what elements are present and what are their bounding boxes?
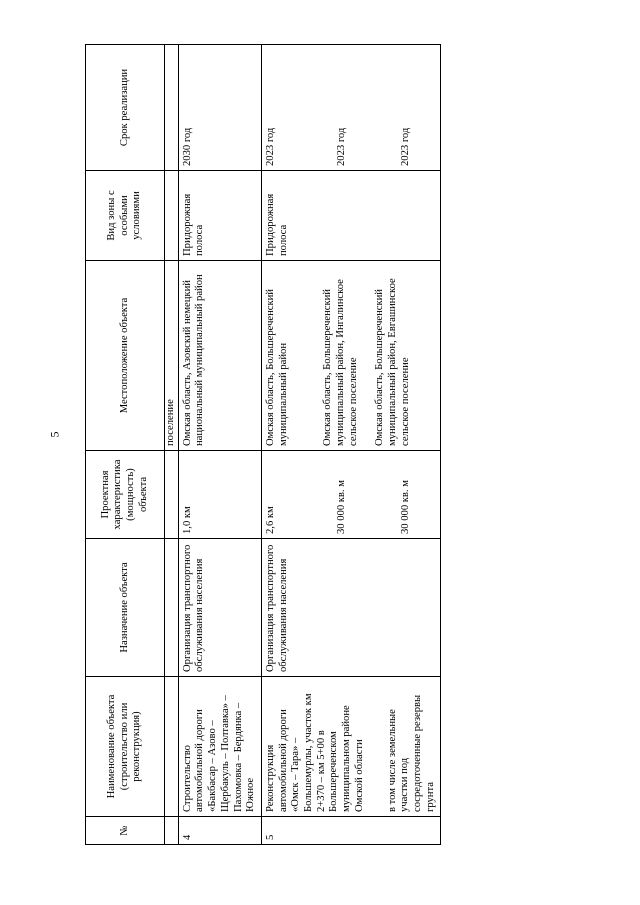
- header-capacity: Проектная характеристика (мощность) объекта: [86, 451, 165, 539]
- continuation-location: поселение: [165, 261, 179, 451]
- rotated-table-container: [85, 45, 515, 845]
- table-row: [261, 45, 440, 845]
- row-zone: Придорожная полоса: [261, 171, 440, 261]
- header-zone: Вид зоны с особыми условиями: [86, 171, 165, 261]
- row-term: 2023 год: [264, 127, 276, 166]
- row-sub-location-2: Омская область, Большереченский муниципальный район, Евгашинское сельское поселение: [374, 278, 411, 446]
- row-location: Омская область, Большереченский муниципальный район: [264, 289, 289, 446]
- header-name: Наименование объекта (строительство или реконструкция): [86, 677, 165, 817]
- header-term: Срок реализации: [86, 45, 165, 171]
- row-name: Реконструкция автомобильной дороги «Омск – Тара» – Большемурлы, участок км 2+370 – км 5+00 в Большереченском муниципальном районе Омской области: [264, 693, 365, 812]
- page-number: 5: [47, 431, 62, 438]
- row-capacity: 1,0 км: [178, 451, 261, 539]
- row-sub-term-1: 2023 год: [335, 127, 347, 166]
- row-zone: Придорожная полоса: [178, 171, 261, 261]
- row-number: 5: [261, 817, 440, 845]
- row-location: Омская область, Азовский немецкий национальный муниципальный район: [178, 261, 261, 451]
- row-sub-location-1: Омская область, Большереченский муниципальный район, Ингалинское сельское поселение: [322, 279, 359, 446]
- objects-table: [85, 44, 441, 845]
- table-header-row: [86, 45, 165, 845]
- row-purpose: Организация транспортного обслуживания населения: [178, 539, 261, 677]
- row-name: Строительство автомобильной дороги «Бакбасар – Азово – Щербакуль – Полтавка» – Пахомовка – Бердянка – Южное: [178, 677, 261, 817]
- row-number: 4: [178, 817, 261, 845]
- row-sub-name: в том числе земельные участки под сосредоточенные резервы грунта: [386, 694, 436, 812]
- header-number: №: [86, 817, 165, 845]
- row-name-cell: [261, 677, 440, 817]
- row-purpose: Организация транспортного обслуживания населения: [261, 539, 440, 677]
- row-sub-term-2: 2023 год: [400, 127, 412, 166]
- row-term: 2030 год: [178, 45, 261, 171]
- row-location-cell: [261, 261, 440, 451]
- header-location: Местоположение объекта: [86, 261, 165, 451]
- row-sub-capacity-2: 30 000 кв. м: [400, 480, 412, 534]
- header-purpose: Назначение объекта: [86, 539, 165, 677]
- continuation-row: [165, 45, 179, 845]
- row-capacity: 2,6 км: [264, 506, 276, 534]
- table-row: [178, 45, 261, 845]
- row-sub-capacity-1: 30 000 кв. м: [335, 480, 347, 534]
- row-capacity-cell: [261, 451, 440, 539]
- row-term-cell: [261, 45, 440, 171]
